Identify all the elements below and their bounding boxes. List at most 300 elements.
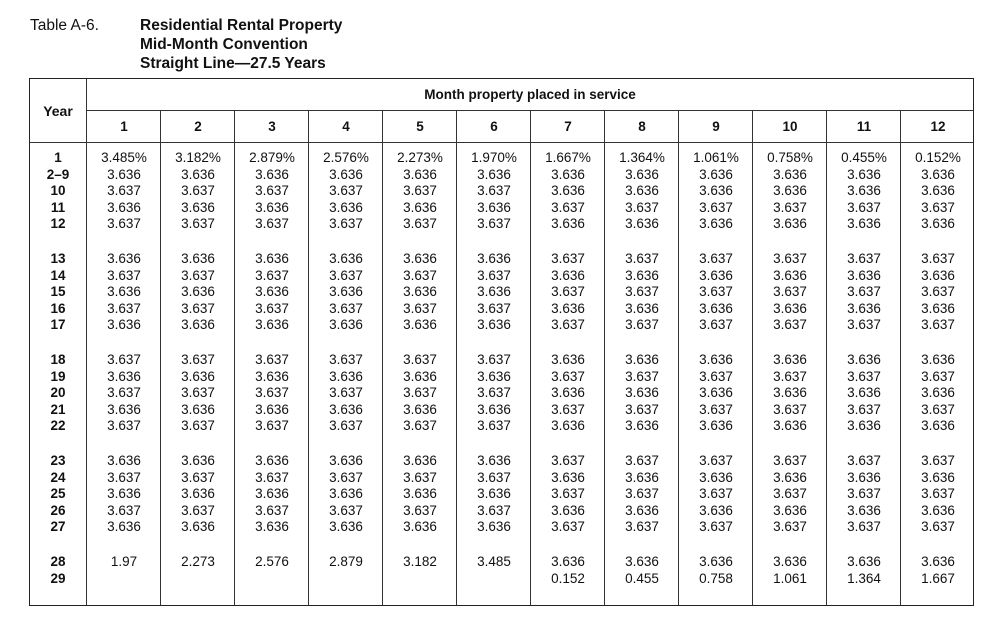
rate-cell: 3.637 — [551, 284, 585, 299]
rate-cell: 3.636 — [181, 368, 215, 384]
rate-cell: 3.636 — [329, 284, 363, 299]
rate-cell: 3.637 — [847, 199, 881, 215]
rate-cell: 3.637 — [847, 519, 881, 534]
month-header-7: 7 — [564, 119, 572, 134]
rate-cell: 3.636 — [551, 216, 585, 231]
rate-cell: 3.636 — [699, 418, 733, 433]
heading-line-1: Residential Rental Property — [140, 17, 343, 34]
rate-cell: 3.636 — [847, 300, 881, 316]
rate-cell: 3.636 — [181, 519, 215, 534]
year-cell: 10 — [50, 183, 66, 198]
rate-cell: 3.636 — [921, 502, 955, 518]
rate-cell: 3.636 — [551, 352, 585, 367]
rate-cell: 3.636 — [477, 486, 511, 501]
rate-cell: 2.576 — [255, 554, 289, 569]
rate-cell: 3.636 — [477, 317, 511, 332]
rate-cell: 3.636 — [699, 352, 733, 367]
rate-cell: 3.637 — [921, 317, 955, 332]
rate-cell: 3.637 — [551, 453, 585, 468]
rate-cell: 3.636 — [181, 284, 215, 299]
rate-cell: 2.879 — [329, 554, 363, 569]
rate-cell: 3.636 — [329, 401, 363, 417]
table-row — [30, 519, 973, 535]
year-cell: 1 — [54, 150, 62, 165]
rate-cell: 3.637 — [255, 469, 289, 485]
rate-cell: 3.637 — [477, 267, 511, 283]
header-bottom-rule — [30, 142, 973, 143]
rate-cell: 3.636 — [921, 267, 955, 283]
rate-cell: 3.636 — [329, 166, 363, 182]
rate-cell: 3.636 — [551, 418, 585, 433]
heading-line-2: Mid-Month Convention — [140, 36, 308, 53]
rate-cell: 3.636 — [921, 418, 955, 433]
rate-cell: 3.636 — [921, 469, 955, 485]
year-cell: 19 — [50, 368, 66, 384]
rate-cell: 3.636 — [107, 486, 141, 501]
table-row — [30, 150, 973, 166]
rate-cell: 3.636 — [847, 352, 881, 367]
rate-cell: 3.636 — [107, 284, 141, 299]
rate-cell: 3.636 — [625, 267, 659, 283]
rate-cell: 2.273 — [181, 554, 215, 569]
rate-cell: 3.637 — [921, 368, 955, 384]
month-header-6: 6 — [490, 119, 498, 134]
rate-cell: 3.637 — [551, 368, 585, 384]
rate-cell: 3.637 — [921, 519, 955, 534]
month-header-10: 10 — [782, 119, 798, 134]
rate-cell: 3.637 — [107, 352, 141, 367]
rate-cell: 3.637 — [329, 352, 363, 367]
rate-cell: 3.636 — [551, 385, 585, 400]
rate-cell: 3.637 — [403, 469, 437, 485]
rate-cell: 3.636 — [403, 166, 437, 182]
table-row — [30, 453, 973, 469]
table-row — [30, 200, 973, 216]
rate-cell: 3.636 — [773, 352, 807, 367]
table-row — [30, 470, 973, 486]
rate-cell: 3.637 — [403, 418, 437, 433]
rate-cell: 3.636 — [107, 368, 141, 384]
rate-cell: 3.636 — [847, 385, 881, 400]
rate-cell: 3.637 — [181, 352, 215, 367]
rate-cell: 3.636 — [699, 216, 733, 231]
rate-cell: 3.637 — [477, 385, 511, 400]
rate-cell: 3.637 — [181, 469, 215, 485]
rate-cell: 3.636 — [477, 199, 511, 215]
rate-cell: 3.636 — [403, 368, 437, 384]
table-row — [30, 268, 973, 284]
rate-cell: 3.636 — [181, 199, 215, 215]
rate-cell: 3.637 — [699, 486, 733, 501]
rate-cell: 3.636 — [625, 216, 659, 231]
table-row — [30, 402, 973, 418]
rate-cell: 3.636 — [255, 251, 289, 266]
rate-cell: 3.485 — [477, 554, 511, 569]
rate-cell: 3.637 — [847, 453, 881, 468]
rate-cell: 3.637 — [773, 486, 807, 501]
rate-cell: 3.637 — [773, 368, 807, 384]
rate-cell: 3.637 — [625, 368, 659, 384]
rate-cell: 3.637 — [847, 317, 881, 332]
rate-cell: 3.637 — [329, 183, 363, 198]
year-cell: 21 — [50, 401, 66, 417]
rate-cell: 3.637 — [329, 216, 363, 231]
month-header-12: 12 — [930, 119, 946, 134]
rate-cell: 3.637 — [181, 385, 215, 400]
rate-cell: 3.636 — [847, 554, 881, 569]
rate-cell: 3.637 — [255, 267, 289, 283]
rate-cell: 1.970% — [471, 150, 517, 165]
rate-cell: 3.636 — [107, 199, 141, 215]
rate-cell: 3.637 — [921, 486, 955, 501]
rate-cell: 2.879% — [249, 150, 295, 165]
rate-cell: 3.636 — [181, 317, 215, 332]
rate-cell: 3.636 — [625, 352, 659, 367]
rate-cell: 3.636 — [107, 519, 141, 534]
rate-cell: 3.636 — [773, 385, 807, 400]
rate-cell: 3.637 — [477, 352, 511, 367]
table-row — [30, 251, 973, 267]
rate-cell: 3.636 — [551, 166, 585, 182]
rate-cell: 3.636 — [107, 317, 141, 332]
rate-cell: 3.636 — [921, 216, 955, 231]
table-row — [30, 385, 973, 401]
rate-cell: 3.637 — [181, 216, 215, 231]
rate-cell: 3.637 — [255, 216, 289, 231]
rate-cell: 3.636 — [403, 199, 437, 215]
rate-cell: 3.637 — [699, 251, 733, 266]
rate-cell: 3.636 — [181, 251, 215, 266]
rate-cell: 3.637 — [699, 401, 733, 417]
rate-cell: 3.636 — [625, 554, 659, 569]
rate-cell: 3.636 — [255, 401, 289, 417]
rate-cell: 3.636 — [847, 267, 881, 283]
rate-cell: 3.637 — [699, 284, 733, 299]
rate-cell: 3.637 — [699, 519, 733, 534]
rate-cell: 3.636 — [107, 251, 141, 266]
rate-cell: 3.636 — [699, 554, 733, 569]
rate-cell: 3.637 — [329, 469, 363, 485]
rate-cell: 3.636 — [847, 183, 881, 198]
rate-cell: 3.636 — [255, 453, 289, 468]
rate-cell: 3.636 — [255, 284, 289, 299]
rate-cell: 3.637 — [921, 401, 955, 417]
month-header-4: 4 — [342, 119, 350, 134]
rate-cell: 3.636 — [477, 453, 511, 468]
rate-cell: 3.637 — [403, 300, 437, 316]
rate-cell: 3.636 — [921, 554, 955, 569]
rate-cell: 3.637 — [255, 352, 289, 367]
rate-cell: 3.636 — [773, 300, 807, 316]
rate-cell: 3.637 — [329, 385, 363, 400]
table-row — [30, 554, 973, 570]
rate-cell: 3.637 — [255, 385, 289, 400]
rate-cell: 3.637 — [921, 251, 955, 266]
depreciation-table — [29, 78, 974, 606]
rate-cell: 3.636 — [255, 166, 289, 182]
rate-cell: 3.637 — [551, 401, 585, 417]
rate-cell: 0.455 — [625, 570, 659, 586]
rate-cell: 1.061 — [773, 570, 807, 586]
year-cell: 29 — [50, 570, 66, 586]
rate-cell: 3.636 — [625, 502, 659, 518]
rate-cell: 0.758% — [767, 150, 813, 165]
rate-cell: 1.364 — [847, 570, 881, 586]
rate-cell: 3.637 — [921, 284, 955, 299]
rate-cell: 3.637 — [773, 519, 807, 534]
rate-cell: 3.636 — [403, 401, 437, 417]
rate-cell: 3.637 — [329, 418, 363, 433]
rate-cell: 3.637 — [255, 418, 289, 433]
rate-cell: 3.636 — [107, 453, 141, 468]
month-header-11: 11 — [856, 119, 872, 134]
rate-cell: 3.637 — [625, 317, 659, 332]
rate-cell: 3.637 — [551, 519, 585, 534]
rate-cell: 3.637 — [181, 300, 215, 316]
rate-cell: 3.636 — [625, 418, 659, 433]
rate-cell: 3.636 — [255, 519, 289, 534]
year-cell: 27 — [50, 519, 66, 534]
rate-cell: 3.636 — [847, 418, 881, 433]
rate-cell: 3.636 — [477, 251, 511, 266]
rate-cell: 3.637 — [551, 486, 585, 501]
rate-cell: 3.637 — [625, 284, 659, 299]
rate-cell: 3.636 — [181, 166, 215, 182]
year-column-header: Year — [43, 102, 73, 119]
rate-cell: 3.637 — [477, 183, 511, 198]
rate-cell: 3.636 — [699, 267, 733, 283]
rate-cell: 3.637 — [625, 486, 659, 501]
rate-cell: 3.636 — [773, 267, 807, 283]
rate-cell: 3.637 — [551, 317, 585, 332]
rate-cell: 3.637 — [847, 486, 881, 501]
rate-cell: 3.636 — [181, 453, 215, 468]
rate-cell: 3.182 — [403, 554, 437, 569]
rate-cell: 3.637 — [107, 216, 141, 231]
rate-cell: 3.637 — [181, 418, 215, 433]
year-cell: 24 — [50, 469, 66, 485]
rate-cell: 3.637 — [625, 519, 659, 534]
rate-cell: 3.485% — [101, 150, 147, 165]
rate-cell: 3.636 — [329, 486, 363, 501]
month-header-3: 3 — [268, 119, 276, 134]
rate-cell: 3.637 — [403, 502, 437, 518]
rate-cell: 3.636 — [699, 502, 733, 518]
year-cell: 26 — [50, 502, 66, 518]
year-cell: 28 — [50, 554, 66, 569]
rate-cell: 3.636 — [255, 486, 289, 501]
rate-cell: 3.636 — [699, 300, 733, 316]
rate-cell: 3.636 — [921, 300, 955, 316]
rate-cell: 3.637 — [921, 199, 955, 215]
rate-cell: 3.637 — [477, 502, 511, 518]
rate-cell: 3.636 — [551, 502, 585, 518]
rate-cell: 3.637 — [773, 317, 807, 332]
rate-cell: 3.636 — [255, 368, 289, 384]
rate-cell: 3.637 — [773, 251, 807, 266]
table-row — [30, 167, 973, 183]
rate-cell: 3.636 — [773, 469, 807, 485]
month-header-2: 2 — [194, 119, 202, 134]
rate-cell: 3.636 — [625, 166, 659, 182]
rate-cell: 3.636 — [255, 317, 289, 332]
rate-cell: 3.637 — [699, 317, 733, 332]
rate-cell: 3.636 — [403, 486, 437, 501]
rate-cell: 3.636 — [921, 352, 955, 367]
rate-cell: 3.636 — [773, 183, 807, 198]
rate-cell: 3.636 — [255, 199, 289, 215]
rate-cell: 3.636 — [551, 183, 585, 198]
rate-cell: 3.637 — [107, 502, 141, 518]
rate-cell: 3.636 — [329, 519, 363, 534]
table-number: Table A-6. — [30, 17, 99, 34]
rate-cell: 3.636 — [625, 385, 659, 400]
rate-cell: 3.636 — [699, 166, 733, 182]
rate-cell: 3.636 — [551, 267, 585, 283]
rate-cell: 3.636 — [403, 519, 437, 534]
month-header-5: 5 — [416, 119, 424, 134]
rate-cell: 3.637 — [625, 453, 659, 468]
rate-cell: 3.637 — [181, 267, 215, 283]
rate-cell: 3.637 — [477, 418, 511, 433]
rate-cell: 0.758 — [699, 570, 733, 586]
year-cell: 22 — [50, 418, 66, 433]
year-cell: 13 — [50, 251, 66, 266]
year-cell: 18 — [50, 352, 66, 367]
year-cell: 2–9 — [46, 166, 70, 182]
rate-cell: 2.273% — [397, 150, 443, 165]
year-cell: 12 — [50, 216, 66, 231]
rate-cell: 1.667% — [545, 150, 591, 165]
rate-cell: 3.636 — [921, 385, 955, 400]
rate-cell: 3.636 — [329, 199, 363, 215]
rate-cell: 3.636 — [773, 216, 807, 231]
rate-cell: 3.636 — [699, 183, 733, 198]
rate-cell: 3.636 — [403, 251, 437, 266]
rate-cell: 3.637 — [477, 216, 511, 231]
rate-cell: 3.636 — [181, 401, 215, 417]
rate-cell: 3.637 — [477, 300, 511, 316]
rate-cell: 3.636 — [551, 300, 585, 316]
rate-cell: 3.637 — [403, 183, 437, 198]
rate-cell: 3.637 — [403, 385, 437, 400]
rate-cell: 3.637 — [329, 267, 363, 283]
rate-cell: 3.637 — [403, 216, 437, 231]
month-header-1: 1 — [120, 119, 128, 134]
rate-cell: 3.636 — [181, 486, 215, 501]
rate-cell: 3.637 — [699, 453, 733, 468]
table-row — [30, 284, 973, 300]
rate-cell: 3.637 — [847, 284, 881, 299]
table-row — [30, 216, 973, 232]
rate-cell: 3.636 — [477, 166, 511, 182]
rate-cell: 1.364% — [619, 150, 665, 165]
rate-cell: 1.061% — [693, 150, 739, 165]
rate-cell: 3.637 — [107, 183, 141, 198]
rate-cell: 3.636 — [921, 183, 955, 198]
month-header-9: 9 — [712, 119, 720, 134]
rate-cell: 3.637 — [255, 300, 289, 316]
table-row — [30, 301, 973, 317]
rate-cell: 3.637 — [403, 267, 437, 283]
rate-cell: 3.637 — [181, 183, 215, 198]
table-row — [30, 503, 973, 519]
rate-cell: 3.637 — [107, 300, 141, 316]
table-row — [30, 571, 973, 587]
rate-cell: 3.636 — [551, 554, 585, 569]
rate-cell: 3.637 — [773, 401, 807, 417]
month-header-8: 8 — [638, 119, 646, 134]
rate-cell: 3.636 — [699, 385, 733, 400]
rate-cell: 3.636 — [847, 166, 881, 182]
rate-cell: 3.637 — [403, 352, 437, 367]
rate-cell: 3.636 — [477, 368, 511, 384]
table-heading — [140, 16, 342, 73]
rate-cell: 3.637 — [773, 453, 807, 468]
rate-cell: 3.637 — [107, 267, 141, 283]
rate-cell: 3.637 — [773, 199, 807, 215]
table-row — [30, 317, 973, 333]
rate-cell: 3.636 — [403, 284, 437, 299]
rate-cell: 3.636 — [551, 469, 585, 485]
rate-cell: 3.636 — [773, 502, 807, 518]
rate-cell: 3.637 — [255, 502, 289, 518]
table-row — [30, 369, 973, 385]
rate-cell: 3.636 — [107, 166, 141, 182]
rate-cell: 3.637 — [625, 199, 659, 215]
table-row — [30, 418, 973, 434]
rate-cell: 3.637 — [329, 300, 363, 316]
rate-cell: 3.636 — [625, 469, 659, 485]
year-cell: 17 — [50, 317, 66, 332]
rate-cell: 3.636 — [329, 368, 363, 384]
table-row — [30, 486, 973, 502]
rate-cell: 3.637 — [699, 368, 733, 384]
rate-cell: 1.667 — [921, 570, 955, 586]
rate-cell: 3.636 — [847, 469, 881, 485]
rate-cell: 0.152% — [915, 150, 961, 165]
year-cell: 25 — [50, 486, 66, 501]
year-cell: 14 — [50, 267, 66, 283]
rate-cell: 3.636 — [699, 469, 733, 485]
month-span-header: Month property placed in service — [424, 87, 636, 102]
rate-cell: 3.636 — [477, 519, 511, 534]
rate-cell: 0.455% — [841, 150, 887, 165]
rate-cell: 3.637 — [107, 385, 141, 400]
rate-cell: 3.636 — [329, 453, 363, 468]
rate-cell: 3.636 — [107, 401, 141, 417]
rate-cell: 3.637 — [107, 469, 141, 485]
rate-cell: 3.637 — [921, 453, 955, 468]
rate-cell: 3.636 — [625, 300, 659, 316]
rate-cell: 3.636 — [329, 251, 363, 266]
rate-cell: 3.636 — [329, 317, 363, 332]
heading-line-3: Straight Line—27.5 Years — [140, 55, 326, 72]
rate-cell: 3.637 — [477, 469, 511, 485]
year-cell: 16 — [50, 300, 66, 316]
rate-cell: 3.637 — [107, 418, 141, 433]
table-row — [30, 352, 973, 368]
rate-cell: 3.637 — [329, 502, 363, 518]
rate-cell: 3.636 — [773, 418, 807, 433]
table-row — [30, 183, 973, 199]
rate-cell: 3.637 — [625, 251, 659, 266]
rate-cell: 3.636 — [773, 166, 807, 182]
rate-cell: 1.97 — [110, 554, 138, 569]
year-cell: 11 — [50, 199, 66, 215]
rate-cell: 3.636 — [921, 166, 955, 182]
rate-cell: 3.636 — [403, 317, 437, 332]
